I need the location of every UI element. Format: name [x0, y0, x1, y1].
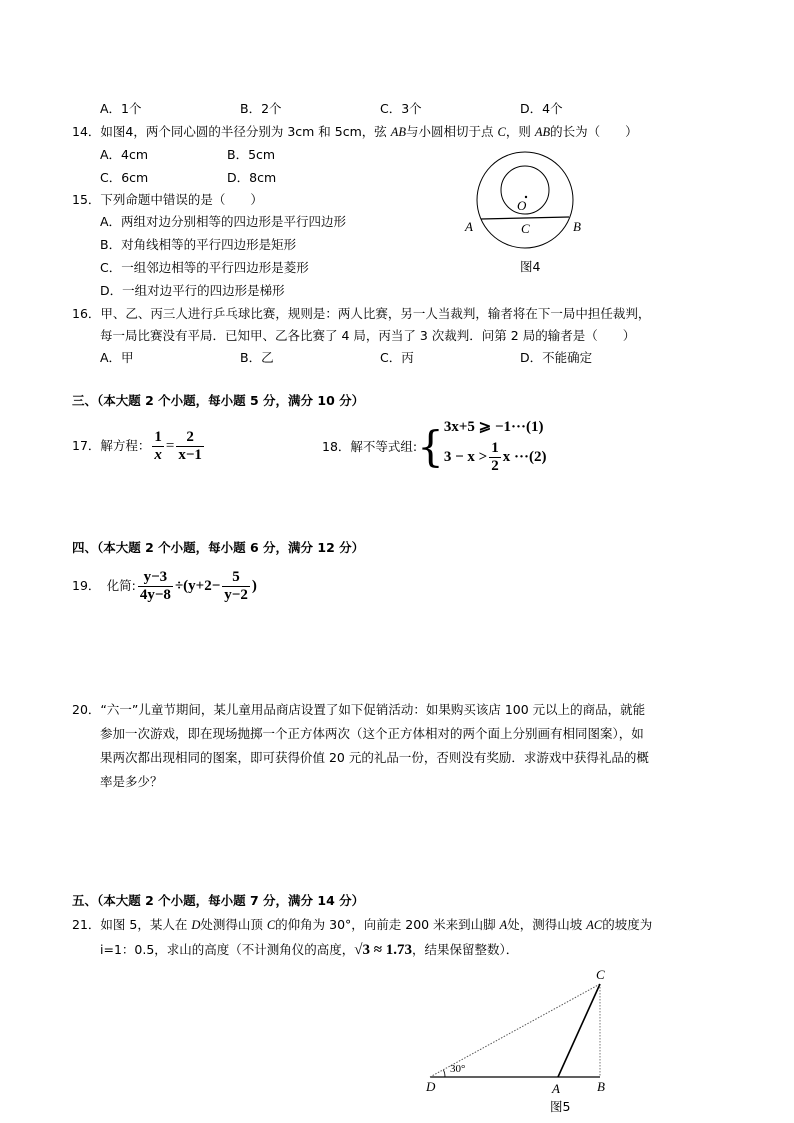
system-brace: { — [417, 422, 444, 471]
q20-line1 — [72, 704, 645, 717]
q17-lhs-num: 1 — [154, 429, 162, 445]
q15-number: 15． — [72, 192, 101, 207]
q21-l1-d: 处，测得山坡 — [507, 917, 587, 932]
q19-close-paren: ) — [251, 578, 257, 594]
q19-f2-den: y−2 — [224, 587, 248, 603]
q20-line2: 参加一次游戏，即在现场抛掷一个正方体两次（这个正方体相对的两个面上分别画有相同图案），如 — [100, 726, 644, 741]
q21-c: C — [266, 918, 276, 932]
q13-option-a: A．1个 — [100, 101, 142, 116]
section-5-heading: 五、（本大题 2 个小题，每小题 7 分，满分 14 分） — [72, 893, 365, 908]
q19-label: 19． 化简: — [72, 578, 136, 594]
q18-label: 18．解不等式组: — [322, 438, 418, 454]
q20-line4: 率是多少？ — [100, 774, 163, 789]
figure-5-caption: 图5 — [550, 1099, 571, 1114]
q18-ineq2-post: x ···(2) — [502, 449, 547, 465]
label-b: B — [597, 1079, 605, 1094]
q15-option-d: D．一组对边平行的四边形是梯形 — [100, 283, 285, 298]
q19-f1-den: 4y−8 — [139, 587, 171, 603]
q17-rhs-num: 2 — [176, 430, 204, 447]
q20-number: 20． — [72, 702, 101, 717]
label-b: B — [573, 219, 581, 234]
q19-fraction-1 — [138, 570, 173, 603]
figure-5 — [420, 965, 620, 1105]
label-a: A — [552, 1081, 560, 1096]
q17-rhs-den: x−1 — [178, 447, 202, 463]
q17-rhs-fraction — [176, 430, 204, 463]
slope-ac — [558, 984, 600, 1077]
section-4-heading: 四、（本大题 2 个小题，每小题 6 分，满分 12 分） — [72, 540, 365, 555]
q16-number: 16． — [72, 306, 101, 321]
q14-option-c: C．6cm — [100, 170, 149, 185]
q21-sqrt-approx: √3 ≈ 1.73 — [354, 942, 412, 958]
q16-line1 — [72, 308, 650, 321]
q19-f1-num: y−3 — [138, 570, 173, 587]
q14-stem-pre: 如图4，两个同心圆的半径分别为 3cm 和 5cm，弦 — [100, 124, 391, 139]
q17-label: 17．解方程： — [72, 438, 151, 454]
q14-option-a: A．4cm — [100, 147, 149, 162]
q13-option-b: B．2个 — [240, 101, 282, 116]
figure-4-caption: 图4 — [520, 259, 541, 274]
q16-option-b: B．乙 — [240, 350, 274, 365]
q17 — [72, 430, 206, 463]
q14-c: C — [497, 125, 506, 139]
q14-option-d: D．8cm — [227, 170, 277, 185]
q18-frac-den: 2 — [491, 458, 499, 474]
q15-stem — [72, 194, 263, 207]
q21-number: 21． — [72, 917, 101, 932]
q19 — [72, 570, 257, 603]
q15-option-c: C．一组邻边相等的平行四边形是菱形 — [100, 260, 309, 275]
label-d: D — [426, 1079, 436, 1094]
q21-line1 — [72, 919, 652, 932]
q17-equals: = — [165, 438, 175, 454]
section-3-heading: 三、（本大题 2 个小题，每小题 5 分，满分 10 分） — [72, 393, 365, 408]
q16-option-d: D．不能确定 — [520, 350, 593, 365]
q18 — [322, 420, 546, 474]
chord-ab — [481, 217, 569, 219]
angle-arc — [444, 1070, 446, 1077]
label-a: A — [465, 219, 473, 234]
q16-option-c: C．丙 — [380, 350, 414, 365]
q18-ineq2-pre: 3 − x > — [443, 449, 488, 465]
q18-system — [444, 420, 547, 474]
label-c: C — [596, 967, 605, 982]
q18-frac-num: 1 — [491, 440, 499, 456]
q14-option-b: B．5cm — [227, 147, 276, 162]
label-c: C — [521, 221, 530, 236]
q14-stem — [72, 126, 638, 139]
q17-lhs-fraction — [152, 430, 164, 463]
q21-line2 — [100, 943, 518, 958]
q21-l1-a: 如图 5，某人在 — [100, 917, 192, 932]
angle-label: 30° — [450, 1063, 466, 1075]
q14-ab-2: AB — [534, 125, 551, 139]
q21-l2-b: ，结果保留整数）． — [412, 942, 519, 957]
q14-number: 14． — [72, 124, 101, 139]
q13-option-d: D．4个 — [520, 101, 563, 116]
q19-f2-num: 5 — [222, 570, 250, 587]
q15-option-b: B．对角线相等的平行四边形是矩形 — [100, 237, 297, 252]
q16-line1-text: 甲、乙、丙三人进行乒乓球比赛，规则是：两人比赛，另一人当裁判，输者将在下一局中担任裁判， — [100, 306, 651, 321]
q21-l1-c: 的仰角为 30°，向前走 200 米来到山脚 — [275, 917, 500, 932]
q17-lhs-den: x — [154, 447, 162, 463]
q14-stem-mid2: ，则 — [505, 124, 535, 139]
q18-fraction — [489, 441, 501, 474]
q16-option-a: A．甲 — [100, 350, 134, 365]
q21-l2-a: i=1：0.5，求山的高度（不计测角仪的高度， — [100, 942, 355, 957]
q18-inequality-1: 3x+5 ⩾ −1···(1) — [443, 419, 544, 435]
q16-line2: 每一局比赛没有平局．已知甲、乙各比赛了 4 局，丙当了 3 次裁判．问第 2 局的输者是（ ） — [100, 328, 636, 343]
q20-line3: 果两次都出现相同的图案，即可获得价值 20 元的礼品一份，否则没有奖励．求游戏中获得礼品的概 — [100, 750, 649, 765]
q21-a: A — [499, 918, 508, 932]
q21-l1-b: 处测得山顶 — [200, 917, 267, 932]
q14-stem-post: 的长为（ ） — [550, 124, 638, 139]
q13-option-c: C．3个 — [380, 101, 422, 116]
q15-option-a: A．两组对边分别相等的四边形是平行四边形 — [100, 214, 347, 229]
q21-l1-e: 的坡度为 — [602, 917, 653, 932]
q20-line1-text: “六一”儿童节期间，某儿童用品商店设置了如下促销活动：如果购买该店 100 元以上的商品，就能 — [100, 702, 646, 717]
q15-stem-text: 下列命题中错误的是（ ） — [100, 192, 263, 207]
label-o: O — [517, 198, 527, 213]
q19-divide-expr: ÷(y+2− — [174, 578, 221, 594]
q21-d: D — [191, 918, 201, 932]
q19-fraction-2 — [222, 570, 250, 603]
q14-ab: AB — [390, 125, 407, 139]
q14-stem-mid: 与小圆相切于点 — [406, 124, 498, 139]
q18-inequality-2 — [444, 441, 547, 474]
q21-ac: AC — [586, 918, 603, 932]
